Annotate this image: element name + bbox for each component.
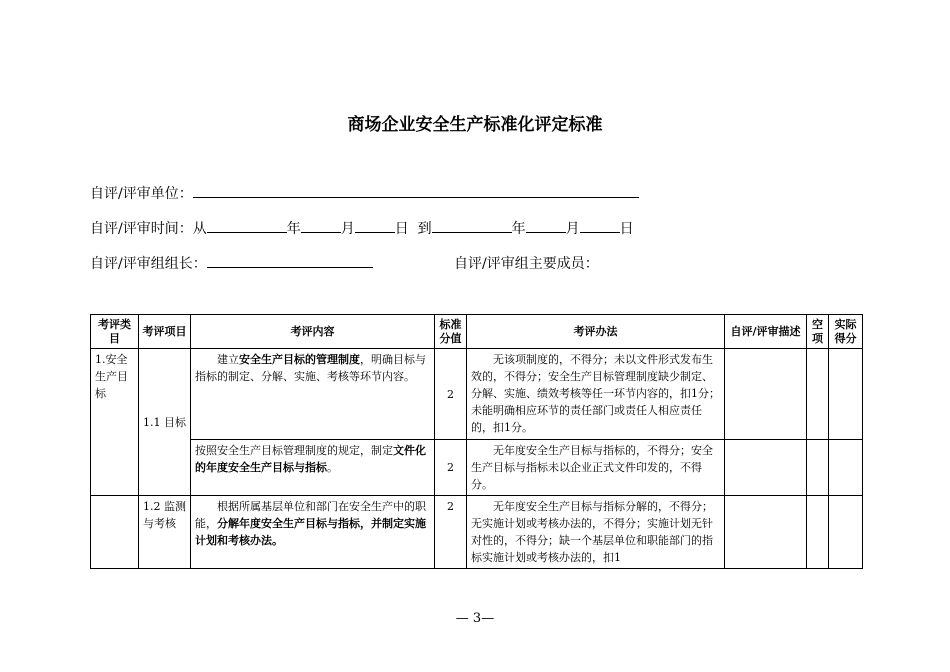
blank-cell[interactable]	[807, 349, 829, 440]
actual-score-cell[interactable]	[829, 349, 863, 440]
end-year-label: 年	[511, 221, 526, 237]
end-year-blank	[432, 218, 512, 233]
document-title: 商场企业安全生产标准化评定标准	[347, 115, 603, 135]
end-day-blank	[580, 218, 620, 233]
leader-blank	[207, 253, 373, 268]
desc-cell[interactable]	[725, 349, 807, 440]
start-month-blank	[301, 218, 341, 233]
content-bold-text: 分解年度安全生产目标与指标，并制定实施计划和考核办法。	[195, 517, 426, 547]
content-text: ，明确目标与指标的制定、分解、实施、考核等环节内容。	[195, 353, 426, 383]
table-row	[91, 440, 863, 496]
content-text: 建立	[217, 353, 239, 366]
start-day-blank	[355, 218, 395, 233]
method-cell: 无该项制度的，不得分；未以文件形式发布生效的，不得分；安全生产目标管理制度缺少制定、分解、实施、绩效考核等任一环节内容的，扣1分；未能明确相应环节的责任部门或责任人相应责任的，扣1分。	[467, 349, 725, 440]
time-label: 自评/评审时间：从	[90, 221, 207, 237]
table-header-row	[91, 315, 863, 349]
header-actual: 实际得分	[829, 315, 863, 349]
score-cell: 2	[435, 496, 467, 569]
blank-cell[interactable]	[807, 440, 829, 496]
header-item: 考评项目	[139, 315, 191, 349]
start-day-label: 日	[394, 221, 409, 237]
start-year-label: 年	[286, 221, 301, 237]
item-cell: 1.2 监测与考核	[139, 496, 191, 569]
desc-cell[interactable]	[725, 496, 807, 569]
start-month-label: 月	[340, 221, 355, 237]
desc-cell[interactable]	[725, 440, 807, 496]
header-method: 考评办法	[467, 315, 725, 349]
header-category: 考评类目	[91, 315, 139, 349]
content-text: 。	[327, 461, 338, 474]
method-cell: 无年度安全生产目标与指标的，不得分；安全生产目标与指标未以企业正式文件印发的，不得分。	[467, 440, 725, 496]
members-line	[454, 253, 599, 273]
header-score: 标准分值	[435, 315, 467, 349]
unit-label: 自评/评审单位：	[90, 186, 193, 202]
start-year-blank	[207, 218, 287, 233]
content-cell	[191, 496, 435, 569]
table-row	[91, 496, 863, 569]
score-cell: 2	[435, 349, 467, 440]
blank-cell[interactable]	[807, 496, 829, 569]
content-cell	[191, 349, 435, 440]
table-row	[91, 349, 863, 440]
method-cell: 无年度安全生产目标与指标分解的，不得分；无实施计划或考核办法的，不得分；实施计划无针对性的，不得分；缺一个基层单位和职能部门的指标实施计划或考核办法的，扣1	[467, 496, 725, 569]
category-cell-empty	[91, 496, 139, 569]
end-day-label: 日	[619, 221, 634, 237]
evaluation-table	[90, 314, 863, 569]
unit-line	[90, 183, 639, 203]
time-to-label: 到	[417, 221, 432, 237]
actual-score-cell[interactable]	[829, 496, 863, 569]
content-bold-text: 文件化的年度安全生产目标与指标	[195, 444, 426, 474]
end-month-label: 月	[565, 221, 580, 237]
unit-blank	[193, 183, 639, 198]
members-label: 自评/评审组主要成员：	[454, 256, 599, 272]
content-text: 按照安全生产目标管理制度的规定，制定	[195, 444, 393, 457]
leader-label: 自评/评审组组长：	[90, 256, 207, 272]
category-cell: 1.安全生产目标	[91, 349, 139, 496]
header-desc: 自评/评审描述	[725, 315, 807, 349]
item-cell: 1.1 目标	[139, 349, 191, 496]
content-text: 根据所属基层单位和部门在安全生产中的职能，	[195, 500, 426, 530]
content-cell	[191, 440, 435, 496]
score-cell: 2	[435, 440, 467, 496]
content-bold-text: 安全生产目标的管理制度	[239, 353, 360, 366]
leader-line	[90, 253, 373, 273]
end-month-blank	[526, 218, 566, 233]
header-content: 考评内容	[191, 315, 435, 349]
page-number: — 3—	[455, 611, 495, 626]
time-line	[90, 218, 634, 238]
actual-score-cell[interactable]	[829, 440, 863, 496]
header-blank: 空项	[807, 315, 829, 349]
